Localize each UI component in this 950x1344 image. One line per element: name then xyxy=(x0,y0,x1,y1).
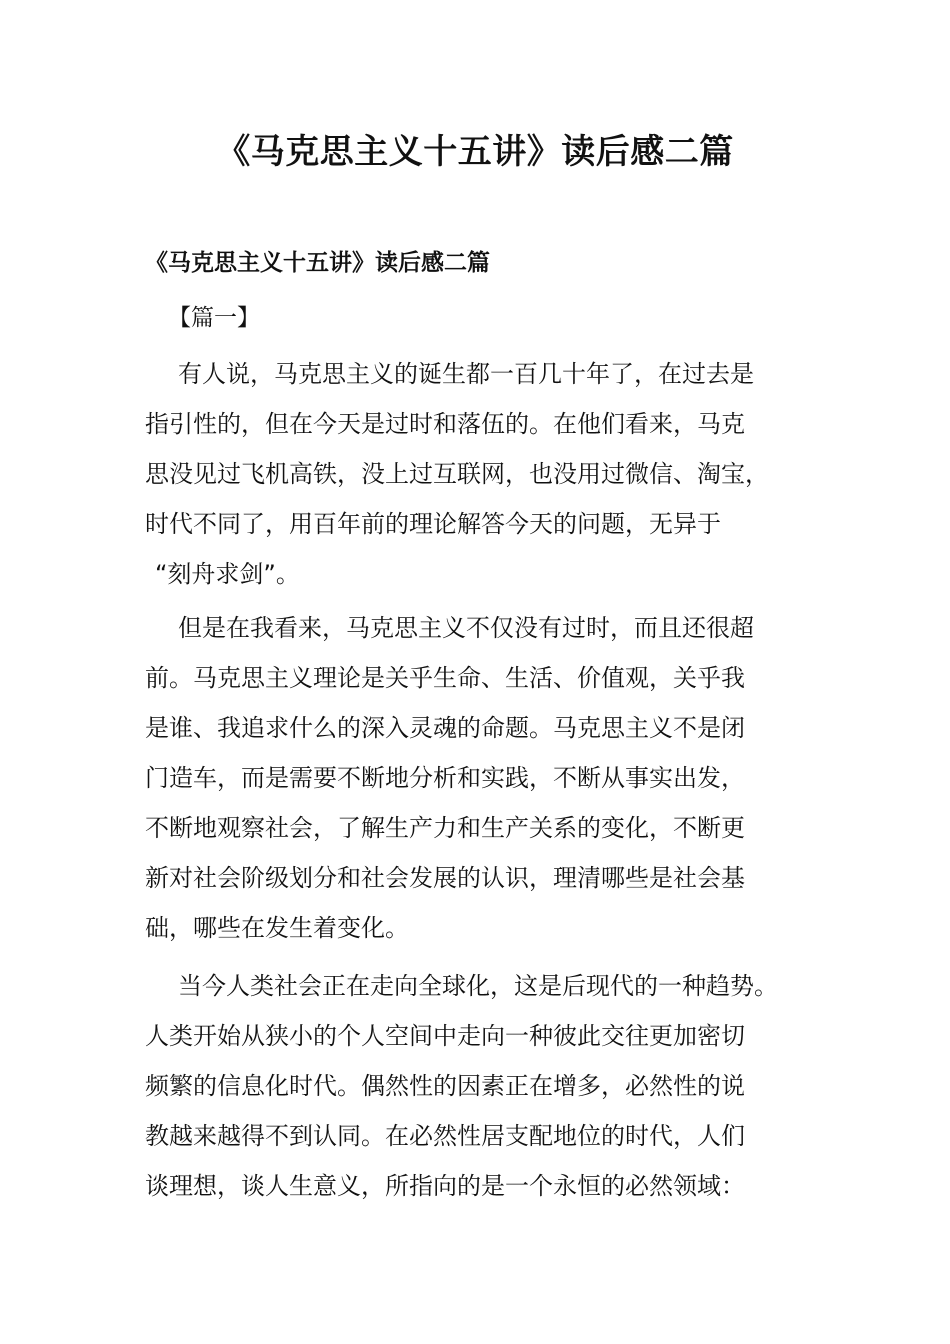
paragraph-2-line-1: 但是在我看来，马克思主义不仅没有过时，而且还很超 xyxy=(178,614,754,642)
paragraph-2-line-2: 前。马克思主义理论是关乎生命、生活、价值观，关乎我 xyxy=(145,664,745,692)
paragraph-2-line-7: 础，哪些在发生着变化。 xyxy=(145,914,409,942)
paragraph-3-line-5: 谈理想，谈人生意义，所指向的是一个永恒的必然领域： xyxy=(145,1172,745,1200)
paragraph-1-line-4: 时代不同了，用百年前的理论解答今天的问题，无异于 xyxy=(145,510,721,538)
document-title: 《马克思主义十五讲》读后感二篇 xyxy=(216,132,734,172)
paragraph-3-line-4: 教越来越得不到认同。在必然性居支配地位的时代，人们 xyxy=(145,1122,745,1150)
paragraph-2-line-5: 不断地观察社会，了解生产力和生产关系的变化，不断更 xyxy=(145,814,745,842)
paragraph-1-line-1: 有人说，马克思主义的诞生都一百几十年了，在过去是 xyxy=(178,360,754,388)
part-label: 【篇一】 xyxy=(168,305,260,331)
paragraph-2-line-3: 是谁、我追求什么的深入灵魂的命题。马克思主义不是闭 xyxy=(145,714,745,742)
paragraph-1-line-3: 思没见过飞机高铁，没上过互联网，也没用过微信、淘宝， xyxy=(145,460,769,488)
section-heading: 《马克思主义十五讲》读后感二篇 xyxy=(145,250,490,276)
paragraph-3-line-2: 人类开始从狭小的个人空间中走向一种彼此交往更加密切 xyxy=(145,1022,745,1050)
paragraph-1-line-5: “刻舟求剑”。 xyxy=(155,560,300,588)
paragraph-1-line-2: 指引性的，但在今天是过时和落伍的。在他们看来，马克 xyxy=(145,410,745,438)
paragraph-2-line-6: 新对社会阶级划分和社会发展的认识，理清哪些是社会基 xyxy=(145,864,745,892)
paragraph-3-line-1: 当今人类社会正在走向全球化，这是后现代的一种趋势。 xyxy=(178,972,778,1000)
paragraph-3-line-3: 频繁的信息化时代。偶然性的因素正在增多，必然性的说 xyxy=(145,1072,745,1100)
paragraph-2-line-4: 门造车，而是需要不断地分析和实践，不断从事实出发， xyxy=(145,764,745,792)
